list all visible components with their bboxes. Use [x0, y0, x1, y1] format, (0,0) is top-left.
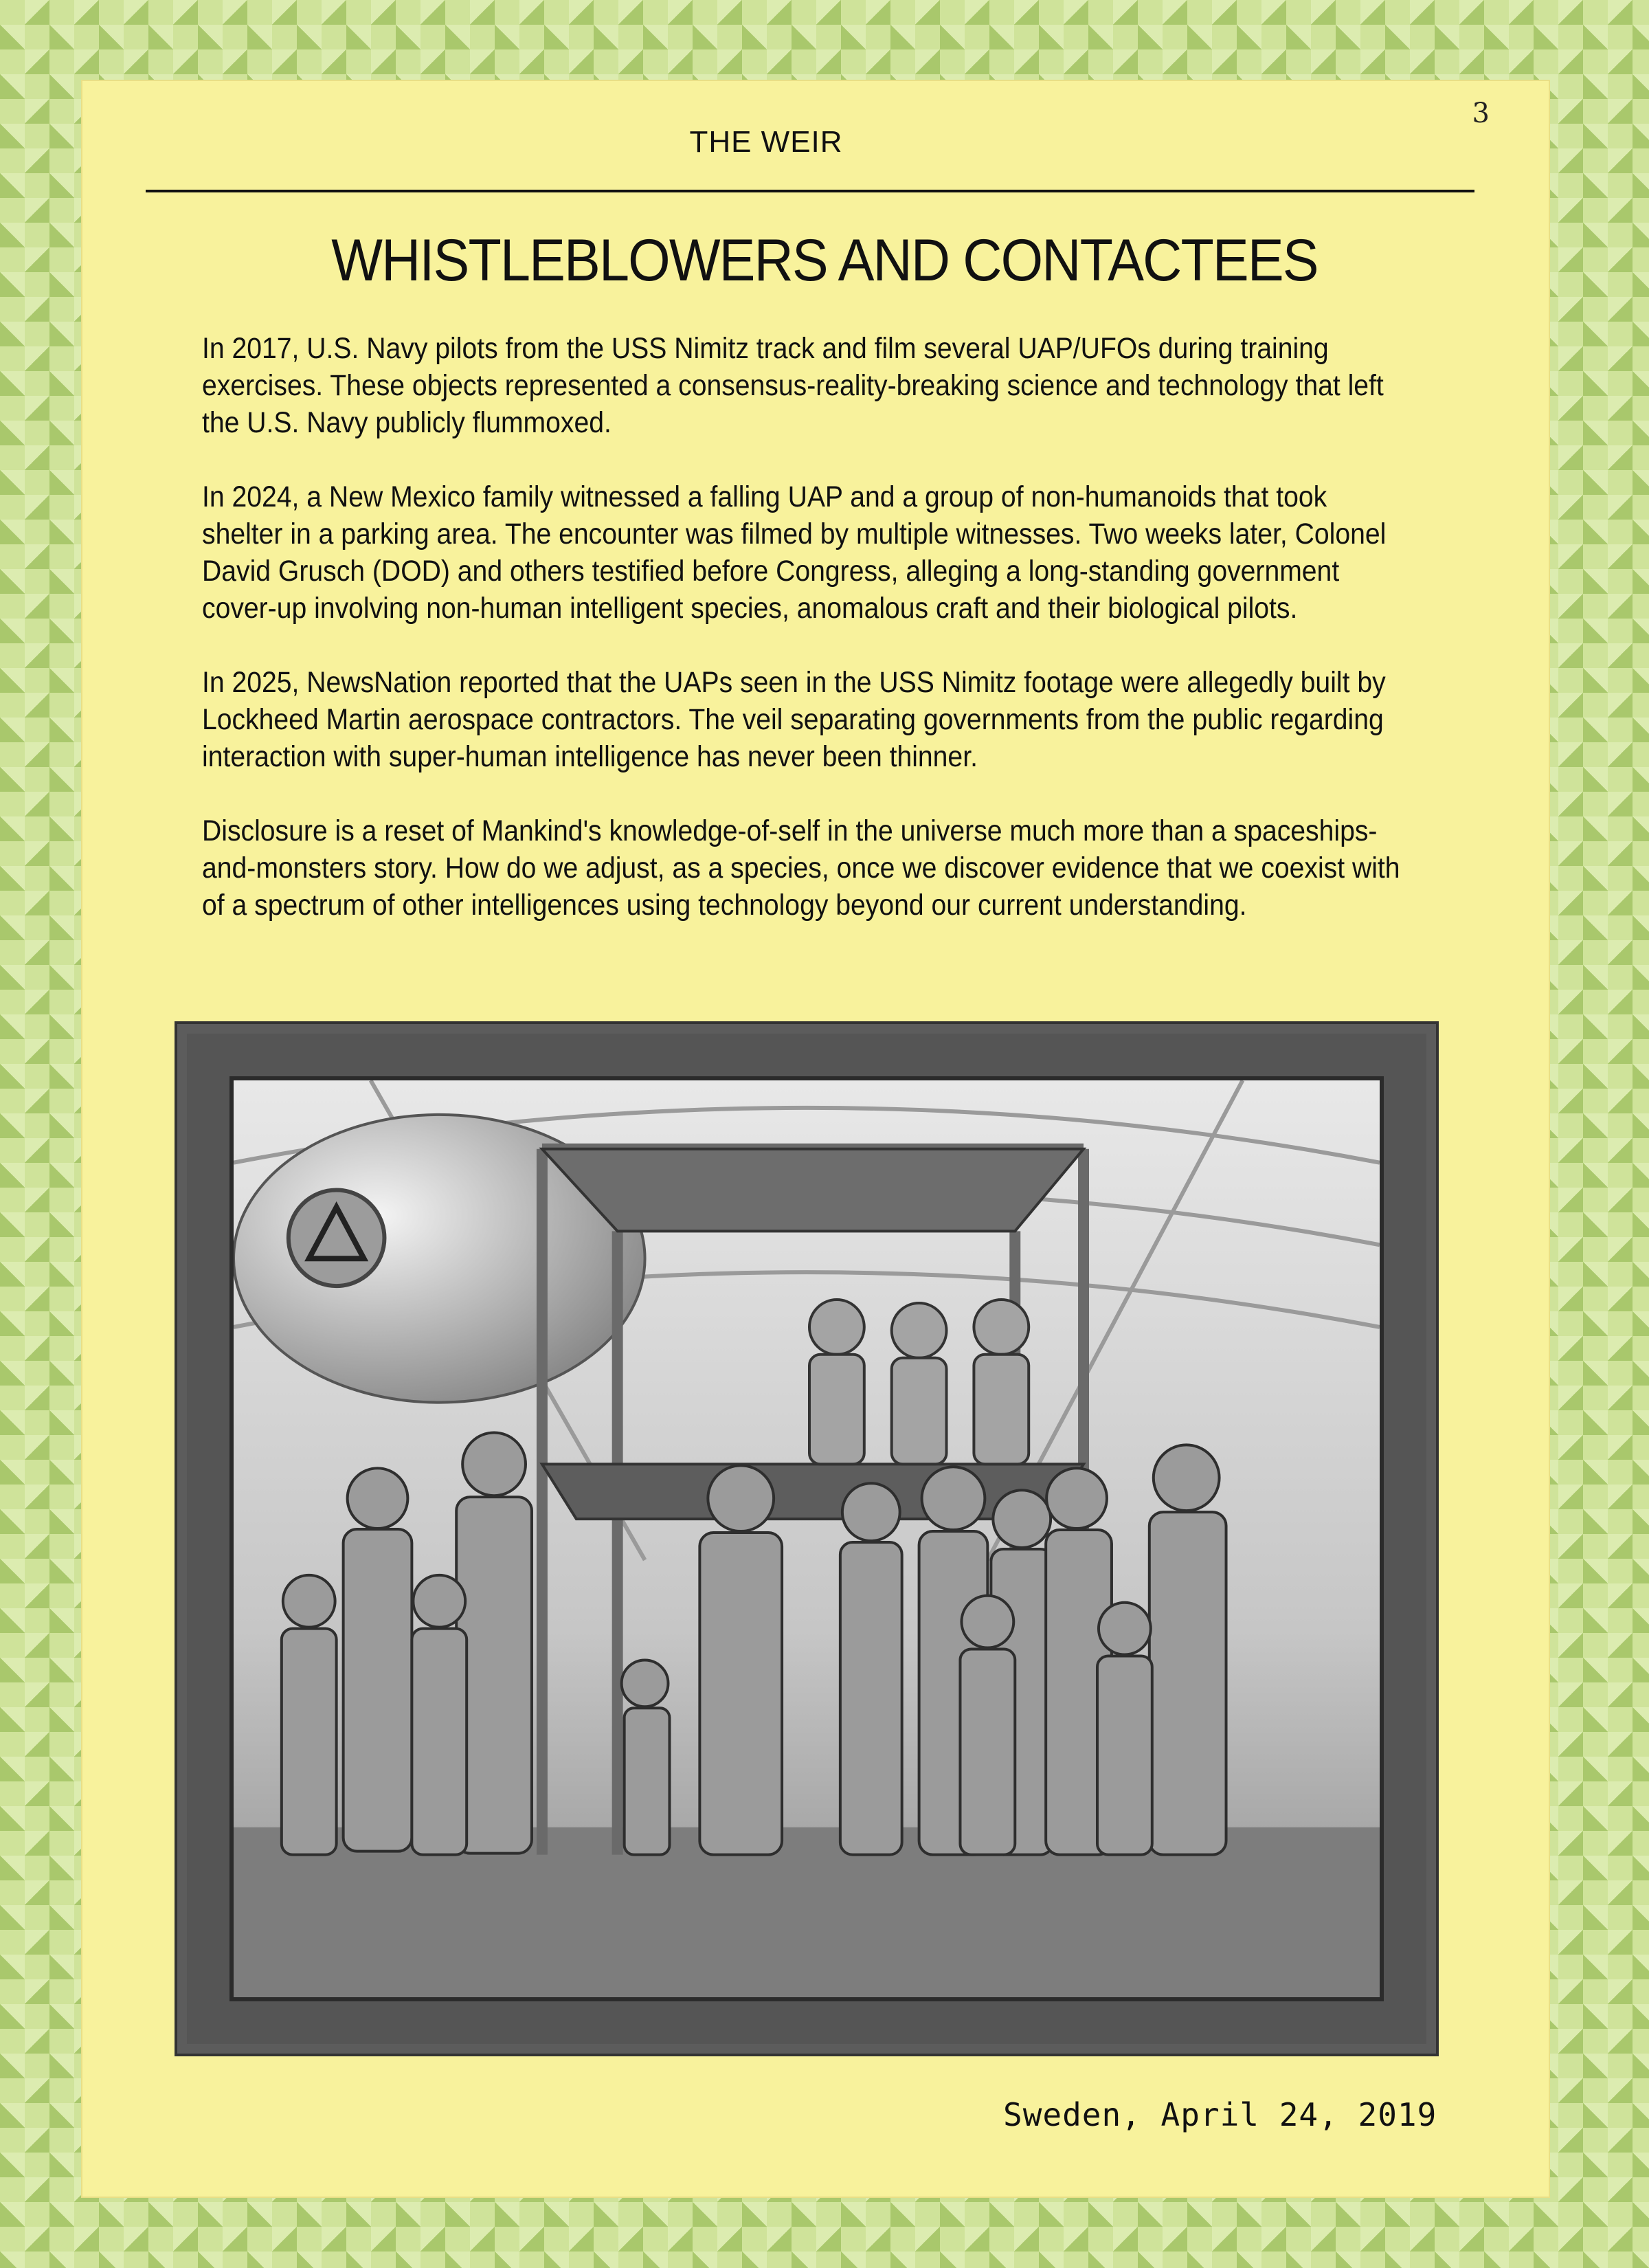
page-sheet — [82, 81, 1549, 2197]
group-illustration — [234, 1080, 1380, 1997]
illustration-frame — [175, 1021, 1439, 2056]
caption-signature: Sweden, April 24, 2019 — [1003, 2096, 1437, 2133]
children-on-platform — [809, 1300, 1029, 1464]
paragraph-4: Disclosure is a reset of Mankind's knowledge-of-self in the universe much more than a spaceships-and-monsters story. How do we adjust, as a species, once we discover evidence that we coexist with of a spectrum of other intelligences using technology beyond our current understanding. — [202, 814, 1400, 922]
running-head: THE WEIR — [689, 125, 843, 159]
article-body — [202, 330, 1409, 961]
paragraph-2: In 2024, a New Mexico family witnessed a falling UAP and a group of non-humanoids that took shelter in a parking area. The encounter was filmed by multiple witnesses. Two weeks later, Colonel David Grusch (DOD) and others testified before Congress, alleging a long-standing government cover-up involving non-human intelligent species, anomalous craft and their biological pilots. — [202, 480, 1387, 625]
illustration-image — [229, 1076, 1384, 2001]
paragraph-1: In 2017, U.S. Navy pilots from the USS Nimitz track and film several UAP/UFOs during training exercises. These objects represented a consensus-reality-breaking science and technology that left the U.S. Navy publicly flummoxed. — [202, 332, 1384, 439]
page-number: 3 — [1472, 98, 1490, 129]
header-rule — [146, 190, 1474, 192]
scaffold-roof — [542, 1149, 1084, 1232]
paragraph-3: In 2025, NewsNation reported that the UAPs seen in the USS Nimitz footage were allegedly built by Lockheed Martin aerospace contractors. The veil separating governments from the public regarding interaction with super-human intelligence has never been thinner. — [202, 666, 1386, 773]
article-title: WHISTLEBLOWERS AND CONTACTEES — [331, 227, 1318, 293]
